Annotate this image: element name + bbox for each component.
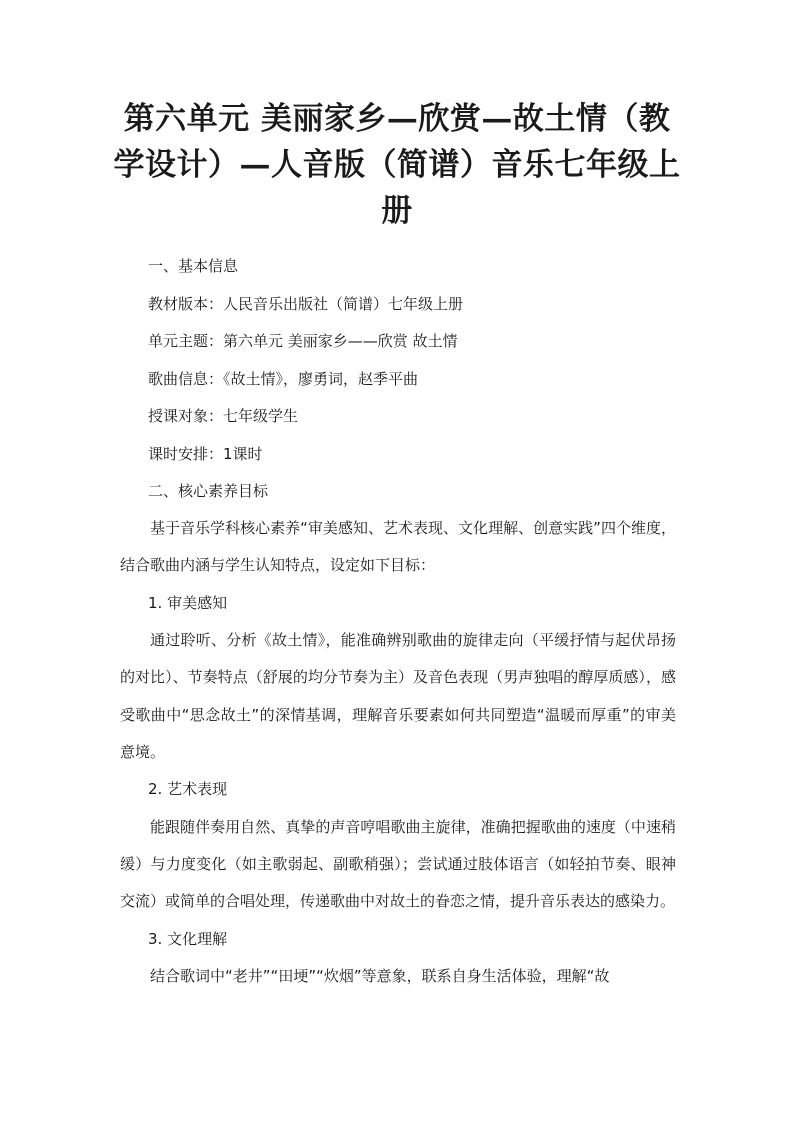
class-schedule: 课时安排：1课时 (148, 444, 263, 463)
core-goals-content (120, 510, 676, 995)
goal3-heading: 3. 文化理解 (148, 929, 228, 948)
unit-theme: 单元主题：第六单元 美丽家乡——欣赏 故土情 (148, 332, 458, 350)
document-title: 第六单元 美丽家乡—欣赏—故土情（教学设计）—人音版（简谱）音乐七年级上册 (113, 101, 681, 229)
song-info: 歌曲信息：《故土情》，廖勇词，赵季平曲 (148, 369, 419, 388)
goal3-text: 结合歌词中“老井”“田埂”“炊烟”等意象，联系自身生活体验，理解“故 (150, 967, 610, 986)
goal2-heading: 2. 艺术表现 (148, 780, 228, 799)
audience: 授课对象：七年级学生 (148, 407, 299, 425)
goal1-text: 通过聆听、分析《故土情》，能准确辨别歌曲的旋律走向（平缓抒情与起伏昂扬的对比）、节奏特点（舒展的均分节奏为主）及音色表现（男声独唱的醇厚质感），感受歌曲中“思念故土”的深情基调，理解音乐要素如何共同塑造“温暖而厚重”的审美意境。 (120, 631, 676, 761)
textbook-edition: 教材版本：人民音乐出版社（简谱）七年级上册 (148, 294, 464, 313)
section-heading-core-goals: 二、核心素养目标 (148, 482, 269, 500)
section-heading-basic-info: 一、基本信息 (148, 257, 239, 275)
goal2-text: 能跟随伴奏用自然、真挚的声音哼唱歌曲主旋律，准确把握歌曲的速度（中速稍缓）与力度变化（如主歌弱起、副歌稍强）；尝试通过肢体语言（如轻拍节奏、眼神交流）或简单的合唱处理，传递歌曲中对故土的眷恋之情，提升音乐表达的感染力。 (120, 817, 676, 911)
document-body (148, 248, 676, 511)
core-goals-intro: 基于音乐学科核心素养“审美感知、艺术表现、文化理解、创意实践”四个维度，结合歌曲内涵与学生认知特点，设定如下目标： (120, 519, 676, 575)
goal1-heading: 1. 审美感知 (148, 593, 228, 612)
